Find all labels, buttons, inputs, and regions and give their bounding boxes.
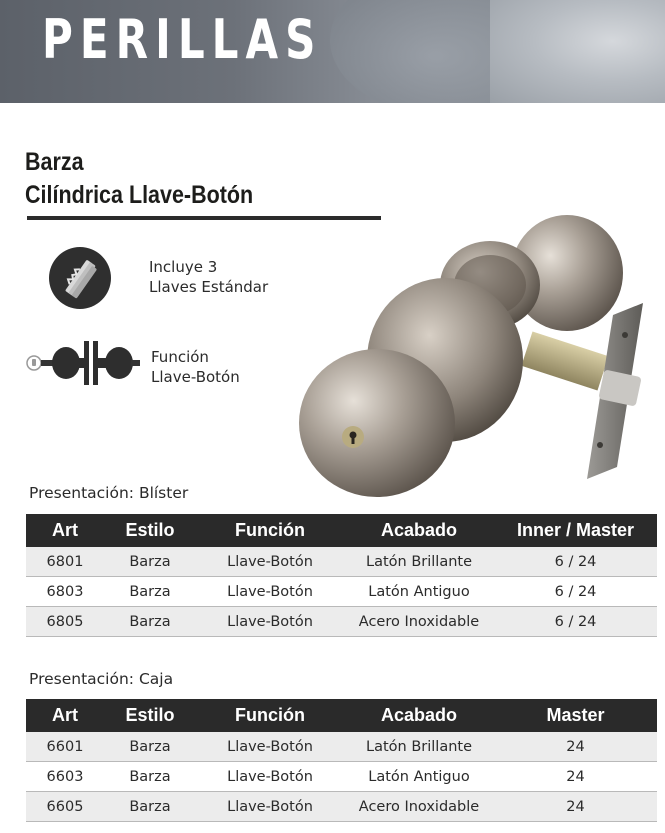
cell-acabado: Acero Inoxidable <box>344 607 494 637</box>
table-row <box>26 762 657 792</box>
cell-inner-master: 6 / 24 <box>494 607 657 637</box>
column-header-acabado: Acabado <box>344 514 494 547</box>
cell-art: 6603 <box>26 762 104 792</box>
page-title: PERILLAS <box>42 8 323 71</box>
cell-estilo: Barza <box>104 732 196 762</box>
cell-acabado: Latón Antiguo <box>344 762 494 792</box>
cell-acabado: Latón Brillante <box>344 547 494 577</box>
table-row <box>26 577 657 607</box>
cell-master: 24 <box>494 762 657 792</box>
cell-art: 6803 <box>26 577 104 607</box>
cell-art: 6601 <box>26 732 104 762</box>
cell-funcion: Llave-Botón <box>196 762 344 792</box>
table-header-row <box>26 699 657 732</box>
feature-function-line-1: Función <box>151 348 209 366</box>
table-row <box>26 547 657 577</box>
header-banner <box>0 0 665 103</box>
cell-estilo: Barza <box>104 607 196 637</box>
cell-funcion: Llave-Botón <box>196 577 344 607</box>
cell-inner-master: 6 / 24 <box>494 547 657 577</box>
cell-acabado: Acero Inoxidable <box>344 792 494 822</box>
cell-estilo: Barza <box>104 792 196 822</box>
product-title-line-1: Barza <box>25 148 84 176</box>
cell-art: 6801 <box>26 547 104 577</box>
column-header-estilo: Estilo <box>104 514 196 547</box>
cell-master: 24 <box>494 792 657 822</box>
column-header-inner-master: Inner / Master <box>494 514 657 547</box>
banner-background-sheen <box>490 0 665 103</box>
caja-spec-table <box>26 699 657 822</box>
cell-estilo: Barza <box>104 547 196 577</box>
cell-art: 6605 <box>26 792 104 822</box>
column-header-funcion: Función <box>196 514 344 547</box>
blister-section-label: Presentación: Blíster <box>29 484 189 502</box>
column-header-master: Master <box>494 699 657 732</box>
cell-funcion: Llave-Botón <box>196 607 344 637</box>
feature-function-text <box>151 347 240 387</box>
cell-inner-master: 6 / 24 <box>494 577 657 607</box>
cell-estilo: Barza <box>104 577 196 607</box>
table-row <box>26 792 657 822</box>
product-title-line-2: Cilíndrica Llave-Botón <box>25 181 254 209</box>
cell-funcion: Llave-Botón <box>196 732 344 762</box>
feature-keys-line-1: Incluye 3 <box>149 258 218 276</box>
column-header-estilo: Estilo <box>104 699 196 732</box>
feature-keys-line-2: Llaves Estándar <box>149 278 269 296</box>
column-header-art: Art <box>26 699 104 732</box>
cell-acabado: Latón Antiguo <box>344 577 494 607</box>
cell-estilo: Barza <box>104 762 196 792</box>
feature-function-line-2: Llave-Botón <box>151 368 240 386</box>
blister-spec-table <box>26 514 657 637</box>
knob-function-icon <box>24 337 142 389</box>
knob-lock-product-image <box>295 205 665 505</box>
column-header-funcion: Función <box>196 699 344 732</box>
column-header-acabado: Acabado <box>344 699 494 732</box>
cell-acabado: Latón Brillante <box>344 732 494 762</box>
table-row <box>26 607 657 637</box>
cell-funcion: Llave-Botón <box>196 547 344 577</box>
feature-keys-text <box>149 257 268 297</box>
cell-master: 24 <box>494 732 657 762</box>
column-header-art: Art <box>26 514 104 547</box>
caja-section-label: Presentación: Caja <box>29 670 174 688</box>
product-title <box>25 146 290 212</box>
table-row <box>26 732 657 762</box>
keys-icon <box>49 247 111 309</box>
table-header-row <box>26 514 657 547</box>
cell-funcion: Llave-Botón <box>196 792 344 822</box>
cell-art: 6805 <box>26 607 104 637</box>
